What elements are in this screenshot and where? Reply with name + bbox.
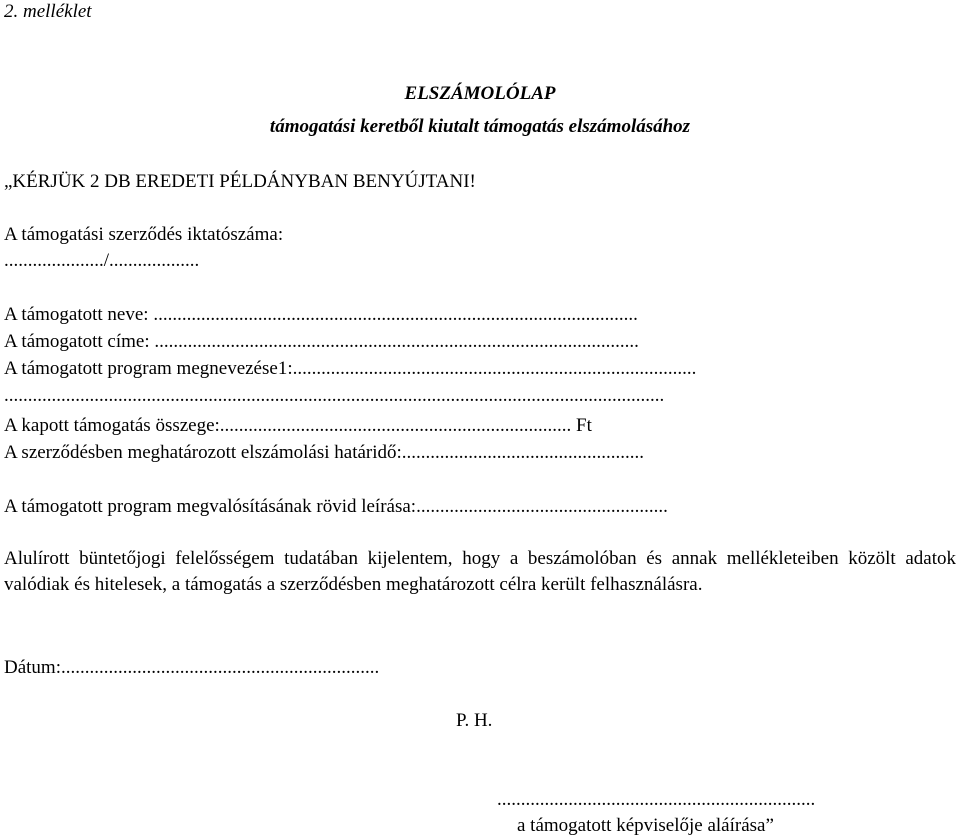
program-description-field: A támogatott program megvalósításának rövid leírása:..................................................... — [4, 496, 668, 517]
document-title: ELSZÁMOLÓLAP — [404, 83, 556, 104]
document-subtitle: támogatási keretből kiutalt támogatás elszámolásához — [269, 116, 691, 137]
settlement-deadline-field: A szerződésben meghatározott elszámolási határidő:................................................... — [4, 442, 645, 463]
supported-address-field: A támogatott címe: ...................................................................................................... — [4, 331, 639, 352]
date-field: Dátum:................................................................... — [4, 657, 380, 678]
annex-label: 2. melléklet — [4, 1, 92, 22]
stamp-placeholder: P. H. — [456, 710, 493, 731]
contract-number-label: A támogatási szerződés iktatószáma: — [4, 224, 284, 245]
grant-amount-field: A kapott támogatás összege:.......................................................................... Ft — [4, 415, 592, 436]
program-name-field: A támogatott program megnevezése1:..................................................................................... — [4, 358, 697, 379]
program-name-continuation: ........................................................................................................................................... — [4, 385, 665, 406]
supported-name-field: A támogatott neve: ...................................................................................................... — [4, 304, 638, 325]
submission-notice: „KÉRJÜK 2 DB EREDETI PÉLDÁNYBAN BENYÚJTANI! — [4, 171, 476, 192]
declaration-paragraph: Alulírott büntetőjogi felelősségem tudatában kijelentem, hogy a beszámolóban és annak mellékleteiben közölt adatok valódiak és hitelesek, a támogatás a szerződésben meghatározott célra került felhasználásra. — [4, 548, 956, 595]
contract-number-field: ...................../................... — [4, 250, 200, 271]
signature-label: a támogatott képviselője aláírása” — [517, 815, 774, 836]
signature-line: ................................................................... — [497, 789, 816, 810]
